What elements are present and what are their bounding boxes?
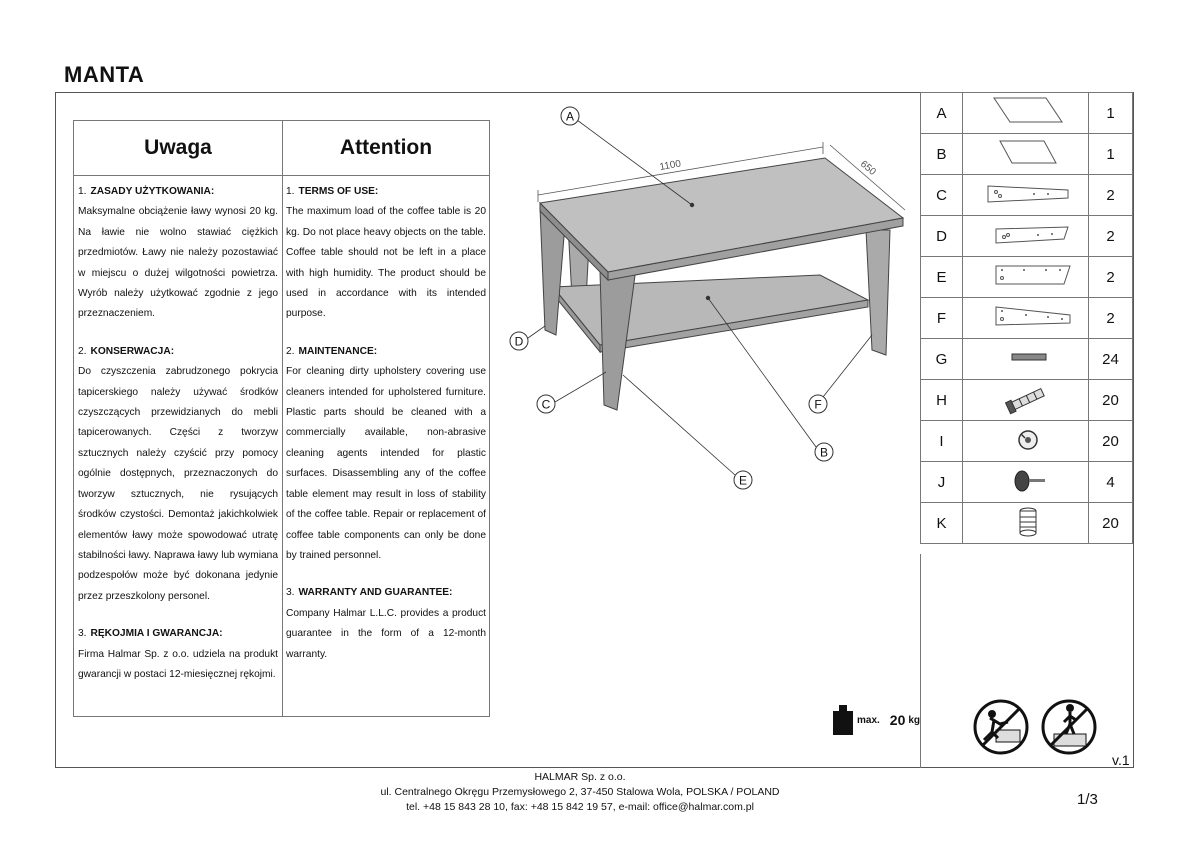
parts-row: [921, 134, 1133, 175]
dowel-icon: [976, 340, 1076, 374]
section-title: ZASADY UŻYTKOWANIA:: [90, 186, 215, 197]
back-right-leg: [866, 230, 890, 355]
part-letter: C: [921, 175, 963, 216]
section-number: 2.: [286, 345, 295, 357]
svg-text:D: D: [514, 334, 524, 349]
cam-bolt-icon: [976, 381, 1076, 415]
parts-divider: [920, 554, 921, 768]
part-quantity: 2: [1089, 257, 1133, 298]
section-number: 1.: [286, 186, 295, 197]
parts-table: [920, 92, 1133, 544]
part-letter: J: [921, 462, 963, 503]
part-letter: H: [921, 380, 963, 421]
section-number: 2.: [78, 345, 87, 357]
part-letter: E: [921, 257, 963, 298]
leg-panel-c-icon: [976, 176, 1076, 210]
leg-panel-e-icon: [976, 258, 1076, 292]
part-quantity: 4: [1089, 462, 1133, 503]
section-number: 3.: [78, 628, 87, 640]
cam-lock-icon: [976, 422, 1076, 456]
parts-row: [921, 93, 1133, 134]
attention-section-2: [286, 342, 486, 566]
notes-table: [73, 120, 490, 717]
svg-text:E: E: [738, 473, 748, 488]
shelf-panel-icon: [976, 135, 1076, 169]
top-panel-icon: [976, 94, 1076, 128]
glide-foot-icon: [976, 463, 1076, 497]
callout-b: [815, 443, 833, 461]
parts-row: [921, 298, 1133, 339]
max-load-unit: kg: [908, 714, 921, 726]
document-title: MANTA: [64, 62, 145, 87]
svg-text:F: F: [814, 397, 822, 412]
section-number: 3.: [286, 587, 295, 599]
svg-text:C: C: [541, 397, 551, 412]
part-quantity: 20: [1089, 503, 1133, 544]
page-number: 1/3: [1077, 791, 1098, 808]
parts-row: [921, 175, 1133, 216]
part-letter: K: [921, 503, 963, 544]
svg-text:A: A: [565, 109, 575, 124]
section-title: WARRANTY AND GUARANTEE:: [298, 587, 453, 599]
attention-section-3: [286, 583, 486, 665]
version-label: v.1: [1112, 752, 1130, 768]
section-title: RĘKOJMIA I GWARANCJA:: [90, 628, 223, 640]
attention-heading: Attention: [282, 121, 490, 176]
section-text: For cleaning dirty upholstery covering use cleaners intended for upholstered furniture. Plastic parts should be cleaned with a commercially available, non-abrasive cleaning agents intended for plastic surfaces. Disassembling any of the coffee table element may result in loss of stability of the coffee table. Repair or replacement of coffee table components can only be done by trained personnel.: [286, 366, 486, 561]
attention-column: [282, 121, 490, 716]
part-letter: B: [921, 134, 963, 175]
uwaga-section-2: [78, 342, 278, 607]
dimension-length-label: 1100: [658, 158, 682, 174]
max-load-value: 20: [889, 712, 906, 728]
section-number: 1.: [78, 186, 87, 197]
footer-company: HALMAR Sp. z o.o.: [534, 771, 626, 783]
callout-e: [734, 471, 752, 489]
parts-row: [921, 380, 1133, 421]
parts-row: [921, 339, 1133, 380]
parts-row: [921, 462, 1133, 503]
part-letter: I: [921, 421, 963, 462]
attention-section-1: [286, 182, 486, 325]
svg-text:B: B: [819, 445, 829, 460]
parts-row: [921, 257, 1133, 298]
part-quantity: 1: [1089, 93, 1133, 134]
footer-contact: tel. +48 15 843 28 10, fax: +48 15 842 19 57, e-mail: office@halmar.com.pl: [406, 801, 754, 813]
part-letter: D: [921, 216, 963, 257]
section-text: Company Halmar L.L.C. provides a product guarantee in the form of a 12-month warranty.: [286, 607, 486, 660]
leg-panel-d-icon: [976, 217, 1076, 251]
max-load-prefix: max.: [857, 714, 880, 726]
part-letter: A: [921, 93, 963, 134]
callout-c: [537, 395, 555, 413]
weight-icon: [833, 705, 853, 735]
callout-d: [510, 332, 528, 350]
part-quantity: 2: [1089, 216, 1133, 257]
parts-row: [921, 421, 1133, 462]
section-title: TERMS OF USE:: [298, 186, 379, 197]
section-text: Firma Halmar Sp. z o.o. udziela na produkt gwarancji w postaci 12-miesięcznej rękojmi.: [78, 648, 278, 680]
part-quantity: 2: [1089, 298, 1133, 339]
part-quantity: 20: [1089, 380, 1133, 421]
dimension-depth-label: 650: [857, 158, 878, 178]
section-text: The maximum load of the coffee table is 20 kg. Do not place heavy objects on the table. Coffee table should not be left in a place with high humidity. The product should be used in accordance with its intended purpose.: [286, 206, 486, 320]
leg-panel-f-icon: [976, 299, 1076, 333]
section-title: MAINTENANCE:: [298, 345, 378, 357]
part-letter: F: [921, 298, 963, 339]
uwaga-heading: Uwaga: [74, 121, 282, 176]
section-text: Maksymalne obciążenie ławy wynosi 20 kg. Na ławie nie wolno stawiać ciężkich przedmiotów. Ławy nie należy pozostawiać w miejscu o dużej wilgotności powietrza. Wyrób należy użytkować zgodnie z jego przeznaczeniem.: [78, 206, 278, 320]
callout-a: [561, 107, 579, 125]
part-quantity: 2: [1089, 175, 1133, 216]
uwaga-section-1: [78, 182, 278, 325]
part-letter: G: [921, 339, 963, 380]
no-climbing-icon: [972, 698, 1030, 756]
uwaga-column: [74, 121, 283, 716]
part-quantity: 20: [1089, 421, 1133, 462]
footer: [0, 770, 1160, 815]
section-title: KONSERWACJA:: [90, 345, 175, 357]
callout-f: [809, 395, 827, 413]
parts-row: [921, 216, 1133, 257]
cap-stack-icon: [976, 504, 1076, 538]
table-drawing: [505, 100, 915, 500]
footer-address: ul. Centralnego Okręgu Przemysłowego 2, 37-450 Stalowa Wola, POLSKA / POLAND: [380, 786, 780, 798]
max-load-indicator: [833, 705, 920, 735]
part-quantity: 1: [1089, 134, 1133, 175]
no-standing-icon: [1040, 698, 1098, 756]
part-quantity: 24: [1089, 339, 1133, 380]
uwaga-section-3: [78, 624, 278, 685]
parts-row: [921, 503, 1133, 544]
section-text: Do czyszczenia zabrudzonego pokrycia tapicerskiego należy używać środków czyszczących przewidzianych do mebli tapicerowanych. Części z tworzyw sztucznych należy czyścić przy pomocy ogólnie dostępnych, przeznaczonych do tworzyw sztucznych, nie rysujących środków czystości. Demontaż jakichkolwiek elementów ławy może spowodować utratę stabilności ławy. Naprawa ławy lub wymiana podzespołów może być dokonana jedynie przez przeszkolony personel.: [78, 366, 278, 602]
